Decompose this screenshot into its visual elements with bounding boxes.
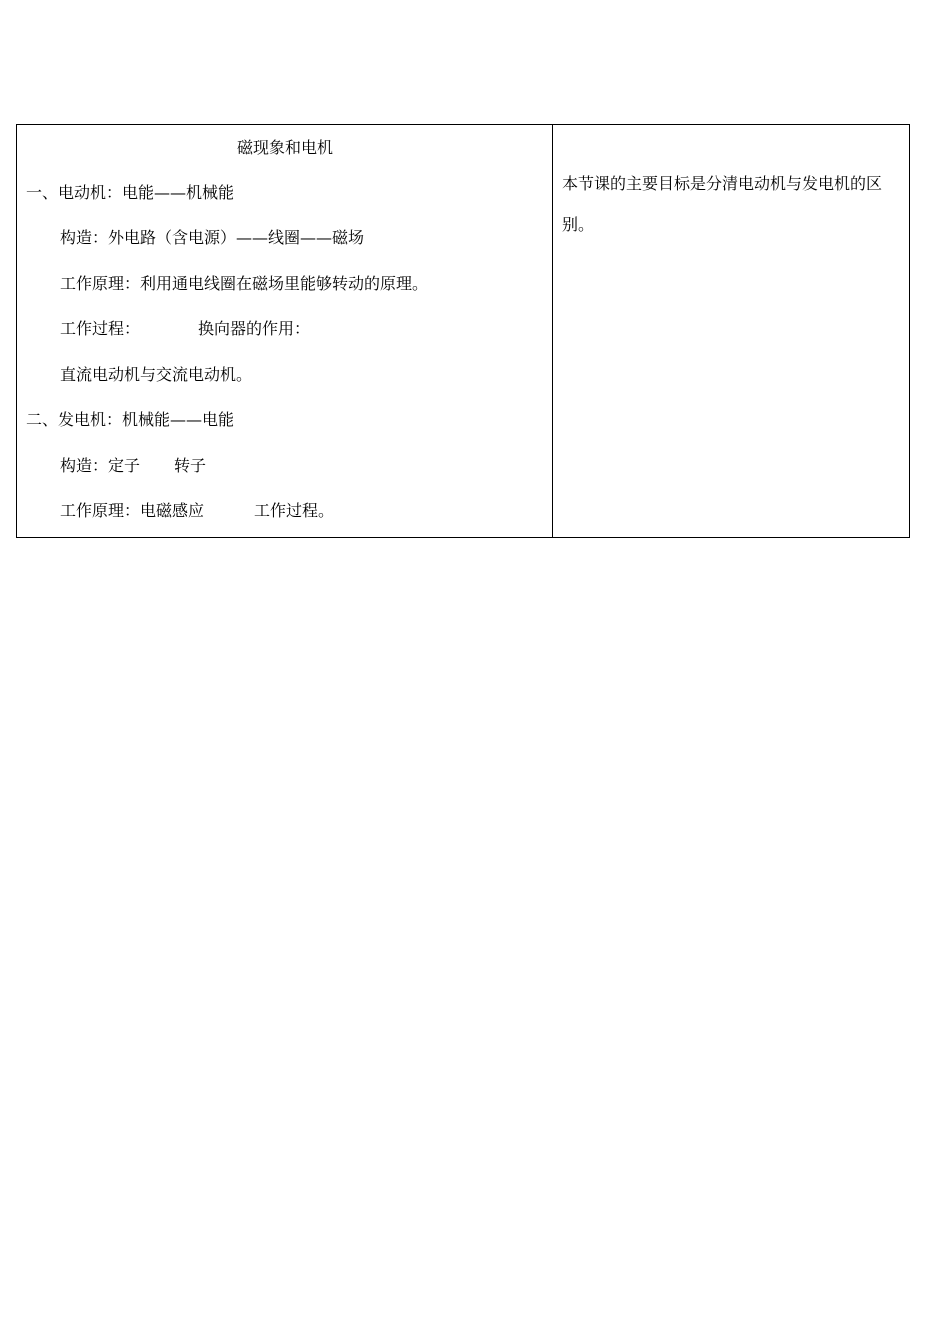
generator-structure-row xyxy=(60,456,206,476)
lesson-title: 磁现象和电机 xyxy=(236,138,333,157)
content-cell xyxy=(17,125,553,537)
motor-process-row xyxy=(60,319,310,339)
generator-process: 工作过程。 xyxy=(254,501,335,520)
motor-structure: 构造：外电路（含电源）——线圈——磁场 xyxy=(60,228,365,247)
generator-heading: 二、发电机：机械能——电能 xyxy=(26,410,235,429)
motor-types: 直流电动机与交流电动机。 xyxy=(60,365,253,384)
motor-principle: 工作原理：利用通电线圈在磁场里能够转动的原理。 xyxy=(60,274,429,293)
lesson-table xyxy=(16,124,910,538)
generator-principle-row xyxy=(60,501,334,521)
lesson-goal-note: 本节课的主要目标是分清电动机与发电机的区别。 xyxy=(562,174,883,234)
motor-heading: 一、电动机：电能——机械能 xyxy=(26,183,235,202)
generator-structure-stator: 构造：定子 xyxy=(60,456,141,475)
generator-structure-rotor: 转子 xyxy=(174,456,207,475)
notes-cell xyxy=(553,125,909,537)
generator-principle: 工作原理：电磁感应 xyxy=(60,501,205,520)
motor-commutator: 换向器的作用： xyxy=(198,319,311,338)
motor-process: 工作过程： xyxy=(60,319,141,338)
